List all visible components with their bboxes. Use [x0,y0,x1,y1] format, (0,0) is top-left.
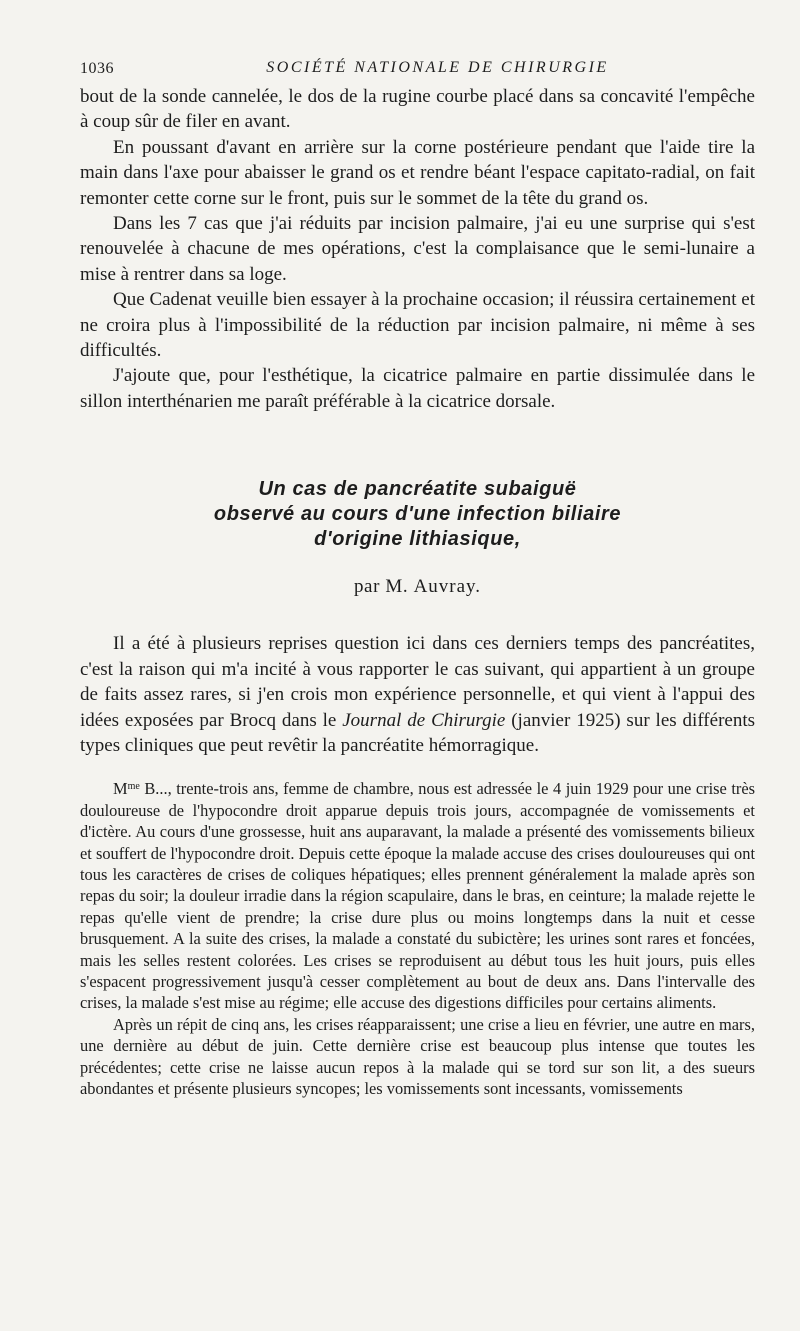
article-title-line: Un cas de pancréatite subaiguë [258,478,577,501]
article-title-line: d'origine lithiasique, [314,528,521,551]
article-title-line: observé au cours d'une infection biliaire [213,503,622,526]
continuation-paragraph: Dans les 7 cas que j'ai réduits par incision palmaire, j'ai eu une surprise qui s'est renouvelée à chacune de mes opérations, c'est la complaisance que le semi-lunaire a mise à rentrer dans sa loge. [80,213,755,285]
continuation-paragraph: En poussant d'avant en arrière sur la corne postérieure pendant que l'aide tire la main dans l'axe pour abaisser le grand os et rendre béant l'espace capitato-radial, on fait remonter cette corne sur le front, puis sur le sommet de la tête du grand os. [80,136,755,209]
intro-text [80,631,755,758]
case-report [80,778,755,1099]
continuation-paragraph: Que Cadenat veuille bien essayer à la prochaine occasion; il réussira certainement et ne croira plus à l'impossibilité de la réduction par incision palmaire, ni même à ses difficultés. [80,289,755,362]
journal-title: SOCIÉTÉ NATIONALE DE CHIRURGIE [266,59,609,76]
salutation: M [113,779,128,799]
byline [80,576,755,598]
intro-paragraph [80,631,755,758]
continuation-paragraph: J'ajoute que, pour l'esthétique, la cicatrice palmaire en partie dissimulée dans le sillon interthénarien me paraît préférable à la cicatrice dorsale. [80,365,755,412]
case-paragraph [80,778,755,1013]
intro-text-after: (janvier 1925) sur les différents types cliniques que peut revêtir la pancréatite hémorragique. [80,709,756,756]
article-title [80,477,755,552]
intro-text-before: Il a été à plusieurs reprises question ici dans ces derniers temps des pancréatites, c'est la raison qui m'a incité à vous rapporter le cas suivant, qui appartient à un groupe de faits assez rares, si j'en crois mon expérience personnelle, et qui vient à l'appui des idées exposées par Brocq dans le [80,633,755,731]
journal-reference: Journal de Chirurgie [342,709,506,731]
salutation-superscript: me [127,781,140,793]
author-name: Auvray. [413,576,482,598]
continuation-text [80,84,755,414]
continuation-paragraph: bout de la sonde cannelée, le dos de la rugine courbe placé dans sa concavité l'empêche à coup sûr de filer en avant. [80,86,755,133]
running-head [80,0,755,84]
case-paragraph: Après un répit de cinq ans, les crises réapparaissent; une crise a lieu en février, une autre en mars, une dernière au début de juin. Cette dernière crise est beaucoup plus intense que toutes les précédentes; cette crise ne laisse aucun repos à la malade qui se tord sur son lit, a des sueurs abondantes et présente plusieurs syncopes; les vomissements sont incessants, vomissements [80,1014,755,1098]
byline-prefix: par M. [353,576,409,598]
page-number: 1036 [80,60,114,77]
case-paragraph-text: B..., trente-trois ans, femme de chambre, nous est adressée le 4 juin 1929 pour une crise très douloureuse de l'hypocondre droit apparue depuis trois jours, accompagnée de vomissements et d'ictère. Au cours d'une grossesse, huit ans auparavant, la malade a présenté des vomissements bilieux et souffert de l'hypocondre droit. Depuis cette époque la malade accuse des crises douloureuses qui ont tous les caractères de crises de coliques hépatiques; elles prennent généralement la malade après son repas du soir; la douleur irradie dans la région scapulaire, dans le bras, en ceinture; la malade rejette le repas qu'elle vient de prendre; la crise dure plus ou moins longtemps dans la nuit et cesse brusquement. A la suite des crises, la malade a constaté du subictère; les urines sont rares et foncées, mais les selles restent colorées. Les crises se reproduisent au début tous les huit jours, puis elles s'espacent progressivement jusqu'à cesser complètement au bout de deux ans. Dans l'intervalle des crises, la malade s'est mise au régime; elle accuse des digestions difficiles pour certains aliments. [80,779,755,1013]
